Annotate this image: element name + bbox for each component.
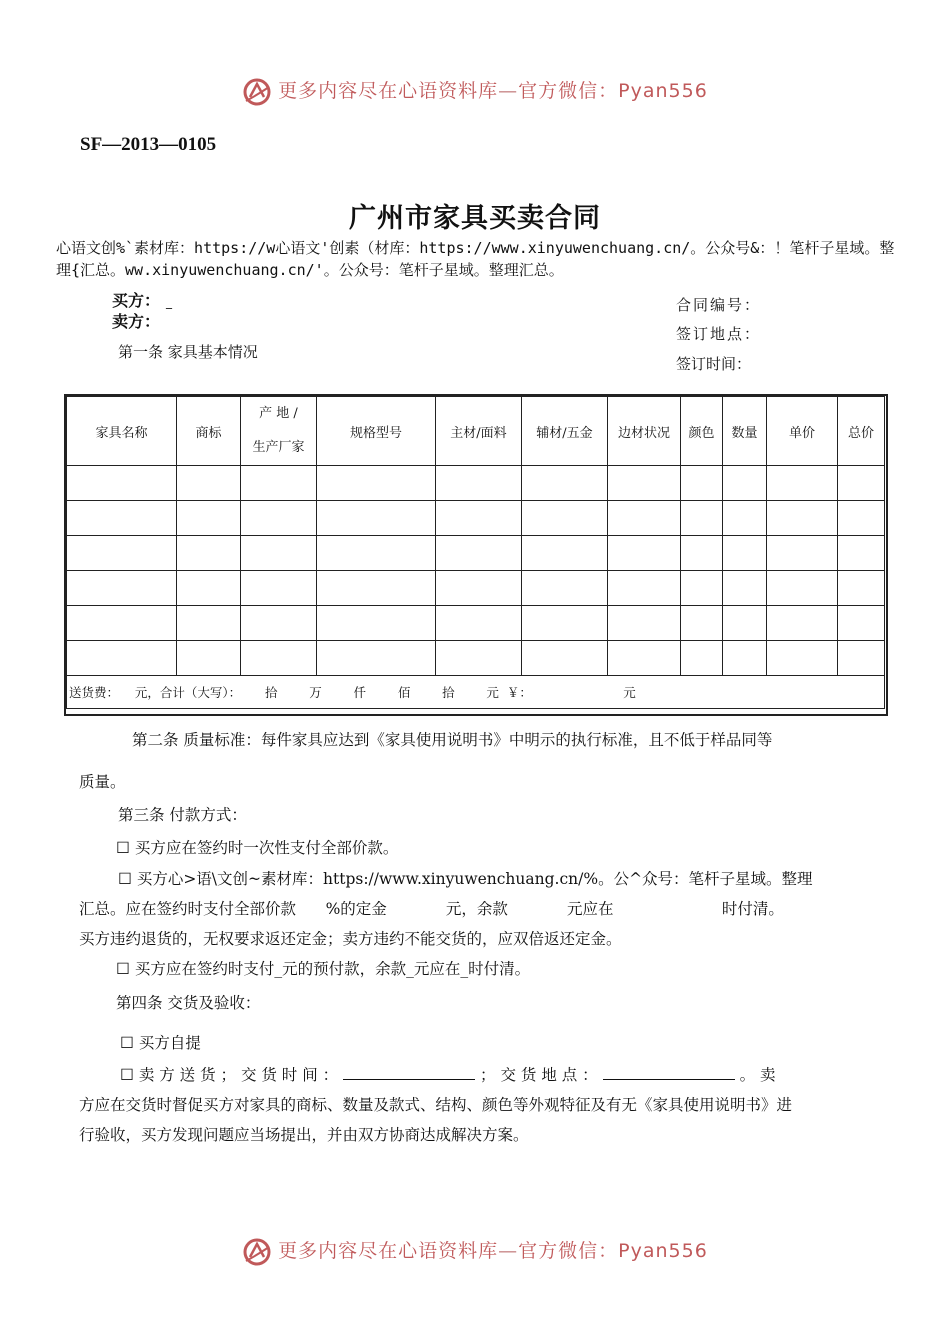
table-cell[interactable]	[608, 571, 681, 606]
table-cell[interactable]	[608, 606, 681, 641]
seller-label: 卖方：	[112, 312, 161, 331]
table-cell[interactable]	[522, 501, 608, 536]
table-cell[interactable]	[723, 466, 767, 501]
table-cell[interactable]	[177, 501, 241, 536]
table-cell[interactable]	[767, 501, 838, 536]
table-cell[interactable]	[177, 571, 241, 606]
delivery-option-seller[interactable]	[120, 1060, 776, 1090]
col-brand: 商标	[177, 397, 241, 466]
table-cell[interactable]	[67, 536, 177, 571]
table-row	[67, 641, 885, 676]
table-cell[interactable]	[838, 571, 885, 606]
payment-option-1[interactable]: ☐ 买方应在签约时一次性支付全部价款。	[116, 839, 399, 857]
payment-option-2-line2: 汇总。应在签约时支付全部价款 %的定金 元，余款 元应在 时付清。	[79, 900, 784, 918]
banner-dash: —	[498, 1240, 519, 1262]
col-color: 颜色	[681, 397, 723, 466]
table-cell[interactable]	[838, 466, 885, 501]
col-origin-bottom: 生产厂家	[252, 440, 305, 455]
article-3-heading: 第三条 付款方式：	[118, 806, 247, 824]
table-row	[67, 501, 885, 536]
buyer-label: 买方： _	[112, 291, 173, 310]
payment-option-3[interactable]: ☐ 买方应在签约时支付_元的预付款，余款_元应在_时付清。	[116, 960, 531, 978]
table-cell[interactable]	[838, 641, 885, 676]
table-cell[interactable]	[67, 641, 177, 676]
table-cell[interactable]	[681, 571, 723, 606]
col-edge: 边材状况	[608, 397, 681, 466]
banner-wechat: 官方微信：Pyan556	[518, 80, 708, 102]
table-row	[67, 606, 885, 641]
table-cell[interactable]	[436, 466, 522, 501]
table-row	[67, 571, 885, 606]
table-cell[interactable]	[67, 606, 177, 641]
banner-dash: —	[498, 80, 519, 102]
table-cell[interactable]	[177, 606, 241, 641]
table-cell[interactable]	[67, 571, 177, 606]
table-cell[interactable]	[317, 466, 436, 501]
table-cell[interactable]	[681, 606, 723, 641]
table-cell[interactable]	[436, 641, 522, 676]
table-cell[interactable]	[767, 536, 838, 571]
table-cell[interactable]	[608, 641, 681, 676]
delivery-clause-line3: 行验收，买方发现问题应当场提出，并由双方协商达成解决方案。	[79, 1126, 529, 1144]
col-total: 总价	[838, 397, 885, 466]
page-title: 广州市家具买卖合同	[349, 203, 601, 234]
table-cell[interactable]	[436, 571, 522, 606]
table-cell[interactable]	[241, 641, 317, 676]
table-cell[interactable]	[241, 606, 317, 641]
banner-wechat: 官方微信：Pyan556	[518, 1240, 708, 1262]
table-cell[interactable]	[608, 501, 681, 536]
table-cell[interactable]	[838, 606, 885, 641]
table-row	[67, 536, 885, 571]
col-origin-top: 产 地 /	[259, 406, 298, 421]
col-name: 家具名称	[67, 397, 177, 466]
delivery-trailing: 。 卖	[739, 1066, 776, 1084]
table-cell[interactable]	[317, 571, 436, 606]
banner-text: 更多内容尽在心语资料库	[278, 80, 499, 102]
table-cell[interactable]	[681, 536, 723, 571]
table-cell[interactable]	[767, 466, 838, 501]
table-cell[interactable]	[241, 571, 317, 606]
table-cell[interactable]	[723, 641, 767, 676]
table-cell[interactable]	[67, 466, 177, 501]
col-qty: 数量	[723, 397, 767, 466]
delivery-clause-line2: 方应在交货时督促买方对家具的商标、数量及款式、结构、颜色等外观特征及有无《家具使用说明书》进	[79, 1096, 793, 1114]
table-cell[interactable]	[241, 536, 317, 571]
table-cell[interactable]	[241, 466, 317, 501]
table-cell[interactable]	[177, 536, 241, 571]
table-cell[interactable]	[608, 536, 681, 571]
table-cell[interactable]	[522, 606, 608, 641]
table-cell[interactable]	[436, 501, 522, 536]
table-cell[interactable]	[723, 536, 767, 571]
contract-code: SF—2013—0105	[80, 134, 217, 155]
table-cell[interactable]	[317, 536, 436, 571]
table-cell[interactable]	[436, 536, 522, 571]
logo-icon	[242, 1237, 272, 1267]
table-cell[interactable]	[522, 571, 608, 606]
delivery-option-self-pickup[interactable]: ☐ 买方自提	[120, 1034, 201, 1052]
delivery-place-field[interactable]	[603, 1063, 735, 1080]
table-cell[interactable]	[838, 501, 885, 536]
table-cell[interactable]	[67, 501, 177, 536]
article-4-heading: 第四条 交货及验收：	[116, 994, 261, 1012]
table-cell[interactable]	[317, 606, 436, 641]
buyer-mark: _	[166, 295, 173, 309]
table-cell[interactable]	[681, 466, 723, 501]
table-cell[interactable]	[241, 501, 317, 536]
banner-text: 更多内容尽在心语资料库	[278, 1240, 499, 1262]
table-cell[interactable]	[317, 641, 436, 676]
delivery-total-line[interactable]: 送货费： 元，合计（大写）： 拾 万 仟 佰 拾 元 ￥： 元	[67, 676, 885, 709]
delivery-time-label: ☐ 卖 方 送 货 ； 交 货 时 间 ：	[120, 1066, 339, 1084]
col-unit-price: 单价	[767, 397, 838, 466]
footer-banner	[0, 1236, 950, 1267]
table-cell[interactable]	[767, 571, 838, 606]
table-cell[interactable]	[767, 606, 838, 641]
sign-time-label: 签订时间：	[676, 355, 752, 373]
table-cell[interactable]	[608, 466, 681, 501]
delivery-place-label: ； 交 货 地 点 ：	[480, 1066, 598, 1084]
table-cell[interactable]	[723, 571, 767, 606]
col-origin	[241, 397, 317, 466]
table-cell[interactable]	[522, 641, 608, 676]
table-cell[interactable]	[317, 501, 436, 536]
table-cell[interactable]	[723, 501, 767, 536]
table-row	[67, 466, 885, 501]
table-header-row	[67, 397, 885, 466]
table-cell[interactable]	[723, 606, 767, 641]
table-cell[interactable]	[522, 466, 608, 501]
table-cell[interactable]	[436, 606, 522, 641]
table-cell[interactable]	[177, 641, 241, 676]
col-aux-material: 辅材/五金	[522, 397, 608, 466]
header-banner	[0, 76, 950, 107]
payment-option-2-line3: 买方违约退货的，无权要求返还定金；卖方违约不能交货的，应双倍返还定金。	[79, 930, 622, 948]
sign-place-label: 签订地点：	[676, 325, 762, 343]
col-spec: 规格型号	[317, 397, 436, 466]
col-main-material: 主材/面料	[436, 397, 522, 466]
logo-icon	[242, 77, 272, 107]
furniture-table	[66, 396, 885, 709]
table-cell[interactable]	[681, 501, 723, 536]
table-cell[interactable]	[522, 536, 608, 571]
payment-option-2-line1[interactable]: ☐ 买方心>语\文创~素材库：https://www.xinyuwenchuang.cn/%。公^众号：笔杆子星域。整理	[118, 870, 813, 888]
table-cell[interactable]	[177, 466, 241, 501]
table-cell[interactable]	[681, 641, 723, 676]
table-cell[interactable]	[767, 641, 838, 676]
article-1-heading: 第一条 家具基本情况	[118, 343, 258, 361]
table-cell[interactable]	[838, 536, 885, 571]
article-2-line1: 第二条 质量标准：每件家具应达到《家具使用说明书》中明示的执行标准，且不低于样品同等	[132, 731, 773, 749]
article-2-line2: 质量。	[79, 773, 126, 791]
delivery-time-field[interactable]	[343, 1063, 475, 1080]
table-footer-row	[67, 676, 885, 709]
contract-no-label: 合同编号：	[676, 296, 762, 314]
watermark-text: 心语文创%`素材库：https://w心语文'创素（材库：https://www.xinyuwenchuang.cn/。公众号&：！笔杆子星域。整理{汇总。ww.xinyuwenchuang.cn/'。公众号：笔杆子星域。整理汇总。	[56, 239, 895, 279]
